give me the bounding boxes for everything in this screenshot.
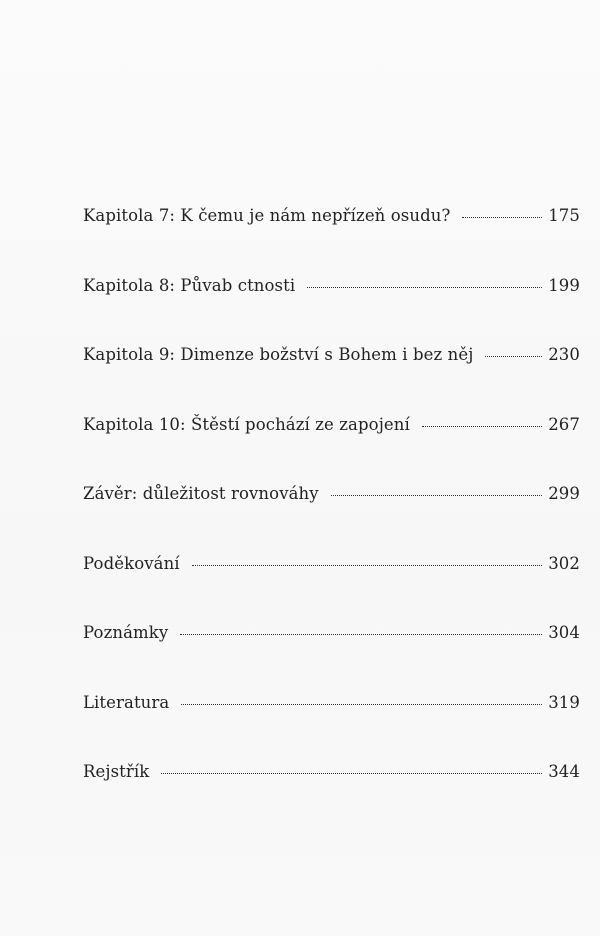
dot-leader (181, 704, 542, 705)
toc-entry-chapter-9 (83, 347, 580, 417)
toc-entry-page-number: 299 (548, 484, 580, 503)
toc-entry-title: Kapitola 8: Půvab ctnosti (83, 275, 296, 295)
toc-entry-title: Literatura (83, 692, 170, 712)
table-of-contents (83, 208, 580, 834)
toc-entry-title: Poděkování (83, 553, 180, 573)
toc-entry-page-number: 267 (548, 414, 580, 434)
toc-entry-title: Závěr: důležitost rovnováhy (83, 484, 319, 503)
toc-entry-page-number: 230 (548, 345, 580, 364)
dot-leader (485, 356, 542, 357)
dot-leader (422, 426, 542, 427)
toc-entry-page-number: 199 (548, 275, 580, 295)
toc-entry-chapter-7 (83, 208, 580, 278)
toc-entry-title: Poznámky (83, 623, 169, 642)
toc-entry-index (83, 764, 580, 834)
dot-leader (307, 287, 542, 288)
toc-entry-title: Kapitola 10: Štěstí pochází ze zapojení (83, 414, 410, 434)
toc-entry-page-number: 319 (548, 692, 580, 712)
toc-entry-page-number: 344 (548, 762, 580, 781)
dot-leader (180, 634, 542, 635)
toc-entry-title: Rejstřík (83, 762, 150, 781)
toc-entry-page-number: 302 (548, 553, 580, 573)
toc-entry-acknowledgements (83, 553, 580, 626)
dot-leader (331, 495, 543, 496)
dot-leader (462, 217, 542, 218)
toc-entry-chapter-8 (83, 275, 580, 348)
toc-entry-title: Kapitola 9: Dimenze božství s Bohem i bez něj (83, 345, 474, 364)
toc-entry-conclusion (83, 486, 580, 556)
dot-leader (192, 565, 543, 566)
toc-entry-title: Kapitola 7: K čemu je nám nepřízeň osudu? (83, 206, 451, 225)
toc-entry-chapter-10 (83, 414, 580, 487)
toc-entry-notes (83, 625, 580, 695)
dot-leader (161, 773, 542, 774)
toc-entry-page-number: 304 (548, 623, 580, 642)
toc-entry-literature (83, 692, 580, 765)
toc-entry-page-number: 175 (548, 206, 580, 225)
